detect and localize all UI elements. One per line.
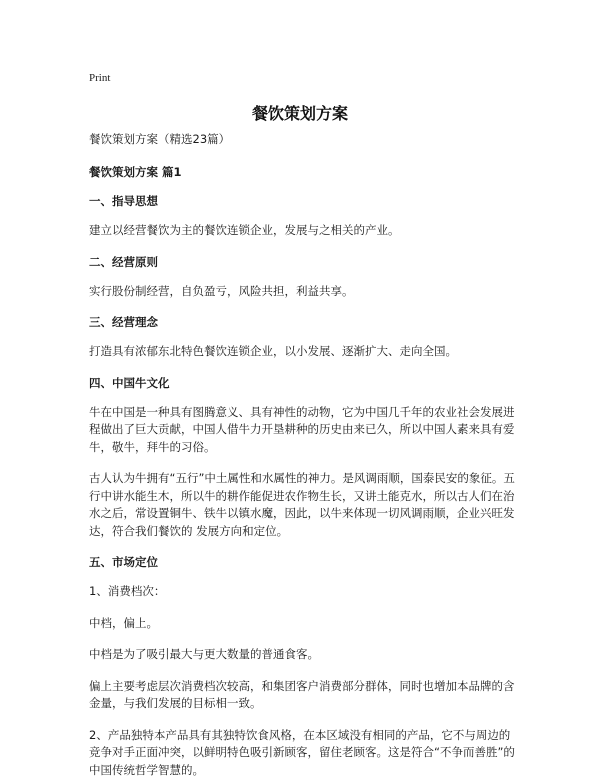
page-title: 餐饮策划方案 <box>251 104 348 123</box>
chapter-heading: 餐饮策划方案 篇1 <box>89 165 182 179</box>
section-business-principles <box>89 254 519 301</box>
print-link[interactable]: Print <box>89 72 111 84</box>
section-paragraph: 1、消费档次： <box>89 584 166 598</box>
section-paragraph: 2、产品独特本产品具有其独特饮食风格，在本区域没有相同的产品，它不与周边的竞争对手正面冲突，以鲜明特色吸引新顾客，留住老顾客。这是符合“不争而善胜”的中国传统哲学智慧的。 <box>89 727 515 776</box>
document-body <box>89 131 519 776</box>
section-ox-culture <box>89 375 519 541</box>
section-paragraph: 中档，偏上。 <box>89 615 158 630</box>
section-heading: 三、经营理念 <box>89 315 158 329</box>
section-heading: 二、经营原则 <box>89 254 158 269</box>
section-paragraph: 打造具有浓郁东北特色餐饮连锁企业，以小发展、逐渐扩大、走向全国。 <box>89 344 457 358</box>
section-heading: 四、中国牛文化 <box>89 375 170 390</box>
section-market-positioning <box>89 554 519 776</box>
section-paragraph: 牛在中国是一种具有图腾意义、具有神性的动物，它为中国几千年的农业社会发展进程做出了巨大贡献，中国人借牛力开垦耕种的历史由来已久，所以中国人素来具有爱牛，敬牛，拜牛的习俗。 <box>89 404 515 454</box>
section-paragraph: 实行股份制经营，自负盈亏，风险共担，利益共享。 <box>89 283 354 298</box>
section-paragraph: 古人认为牛拥有“五行”中土属性和水属性的神力。是风调雨顺，国泰民安的象征。五行中讲水能生木，所以牛的耕作能促进农作物生长，又讲土能克水，所以古人们在治水之后，常设置铜牛、铁牛以镇水魔，因此，以牛来体现一切风调雨顺，企业兴旺发达，符合我们餐饮的 发展方向和定位。 <box>89 471 515 538</box>
section-heading: 五、市场定位 <box>89 555 158 569</box>
document-subtitle: 餐饮策划方案（精选23篇） <box>89 132 231 146</box>
section-paragraph: 建立以经营餐饮为主的餐饮连锁企业，发展与之相关的产业。 <box>89 223 400 237</box>
section-guiding-ideology <box>89 193 519 240</box>
section-paragraph: 偏上主要考虑层次消费档次较高，和集团客户消费部分群体，同时也增加本品牌的含金量，与我们发展的目标相一致。 <box>89 678 515 710</box>
section-heading: 一、指导思想 <box>89 194 158 208</box>
section-paragraph: 中档是为了吸引最大与更大数量的普通食客。 <box>89 647 319 661</box>
section-business-philosophy <box>89 314 519 361</box>
